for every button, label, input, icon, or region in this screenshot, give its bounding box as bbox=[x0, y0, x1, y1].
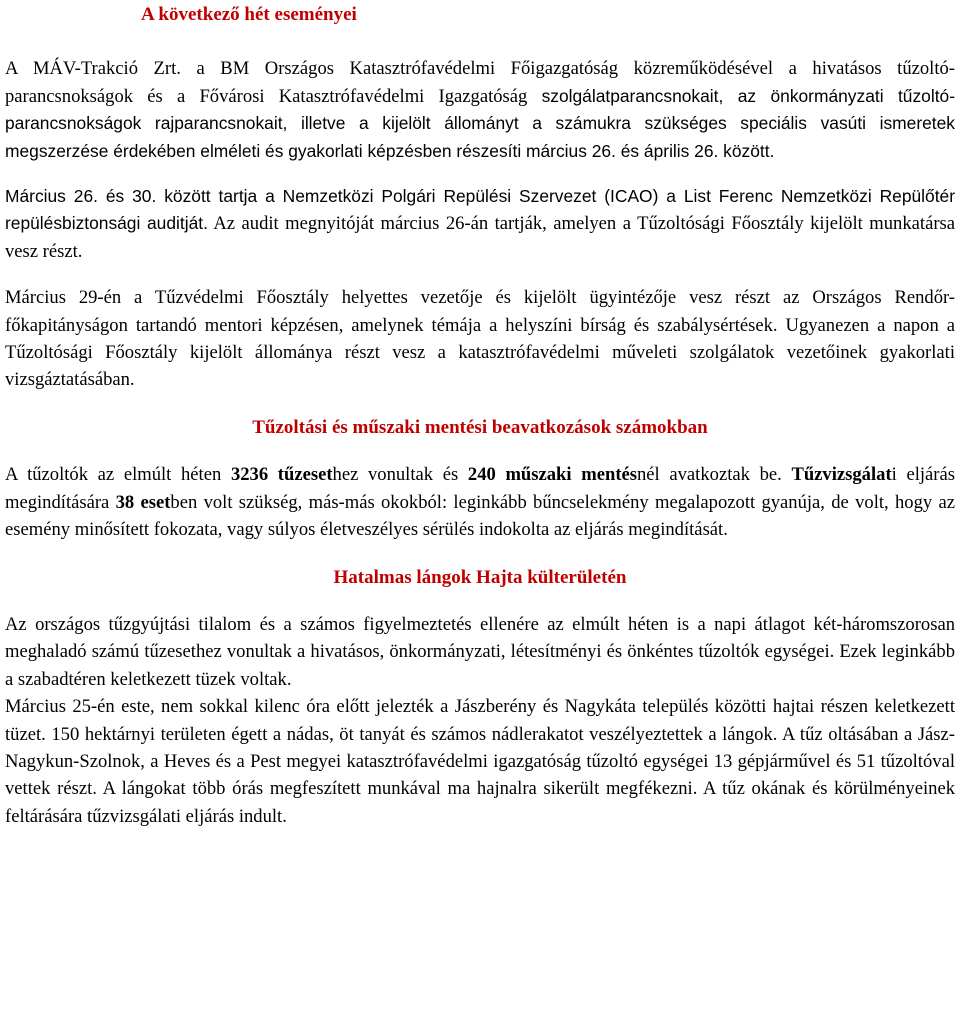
numbers-text-5: ben volt szükség, más-más okokból: leginkább bűncselekmény megalapozott gyanúja, de volt, hogy az esemény minősített fokozata, vagy súlyos életveszélyes sérülés indokolta az eljárás megindítását. bbox=[5, 491, 955, 541]
spacer bbox=[5, 544, 955, 564]
spacer bbox=[5, 165, 955, 183]
paragraph-fire-ban: Az országos tűzgyújtási tilalom és a számos figyelmeztetés ellenére az elmúlt héten is a napi átlagot két-háromszorosan meghaladó számú tűzesethez vonultak a hivatásos, önkormányzati, létesítményi és önkéntes tűzoltók egységei. Ezek leginkább a szabadtéren keletkezett tüzek voltak. bbox=[5, 613, 955, 690]
numbers-text-1: A tűzoltók az elmúlt héten bbox=[5, 464, 231, 486]
paragraph-numbers bbox=[5, 461, 955, 543]
spacer bbox=[5, 28, 955, 55]
section-heading-hajta: Hatalmas lángok Hajta külterületén bbox=[333, 566, 627, 588]
fire-investigation-term: Tűzvizsgálat bbox=[791, 464, 892, 486]
paragraph-icao-audit bbox=[5, 183, 955, 265]
fire-count: 3236 tűzeset bbox=[230, 464, 333, 486]
paragraph-mav-part2: szolgálatparancsnokait, az önkormányzati tűzoltó-parancsnokságok rajparancsnokait, illetve a kijelölt állományt a számukra szükséges speciális vasúti ismeretek megszerzése érdekében elméleti és gyakorlati képzésben részesíti március 26. és április 26. között. bbox=[5, 85, 955, 161]
investigation-count: 38 eset bbox=[115, 491, 171, 513]
numbers-text-3: nél avatkoztak be. bbox=[637, 464, 792, 486]
paragraph-march-29: Március 29-én a Tűzvédelmi Főosztály helyettes vezetője és kijelölt ügyintézője vesz részt az Országos Rendőr-főkapitányságon tartandó mentori képzésen, amelynek témája a helyszíni bírság és szabálysértések. Ugyanezen a napon a Tűzoltósági Főosztály kijelölt állománya részt vesz a katasztrófavédelmi műveleti szolgálatok vezetőinek gyakorlati vizsgáztatásában. bbox=[5, 287, 955, 391]
spacer bbox=[5, 394, 955, 414]
paragraph-icao-part1: Március 26. és 30. között tartja a Nemzetközi Polgári Repülési Szervezet (ICAO) a List Ferenc Nemzetközi Repülőtér repülésbiztonsági auditját. bbox=[5, 186, 955, 234]
spacer bbox=[5, 591, 955, 611]
technical-rescue-count: 240 műszaki mentés bbox=[467, 464, 637, 486]
page-title: A következő hét eseményei bbox=[141, 4, 357, 25]
paragraph-icao-part2: Az audit megnyitóját március 26-án tartják, amelyen a Tűzoltósági Főosztály kijelölt munkatársa vesz részt. bbox=[5, 213, 955, 262]
numbers-text-2: hez vonultak és bbox=[332, 464, 468, 486]
paragraph-mav-part1: A MÁV-Trakció Zrt. a BM Országos Katasztrófavédelmi Főigazgatóság közreműködésével a hivatásos tűzoltó-parancsnokságok és a Fővárosi Katasztrófavédelmi Igazgatóság bbox=[5, 58, 955, 107]
paragraph-mav-training bbox=[5, 55, 955, 165]
numbers-text-4: i eljárás megindítására bbox=[5, 464, 955, 513]
paragraph-hajta-fire: Március 25-én este, nem sokkal kilenc óra előtt jelezték a Jászberény és Nagykáta település közötti hajtai részen keletkezett tüzet. 150 hektárnyi területen égett a nádas, öt tanyát és számos nádlerakatot veszélyeztettek a lángok. A tűz oltásában a Jász-Nagykun-Szolnok, a Heves és a Pest megyei katasztrófavédelmi igazgatóság tűzoltó egységei 13 gépjárművel és 51 tűzoltóval vettek részt. A lángokat több órás megfeszített munkával ma hajnalra sikerült megfékezni. A tűz okának és körülményeinek feltárására tűzvizsgálati eljárás indult. bbox=[5, 696, 955, 827]
section-heading-numbers: Tűzoltási és műszaki mentési beavatkozások számokban bbox=[252, 416, 708, 438]
spacer bbox=[5, 265, 955, 284]
spacer bbox=[5, 441, 955, 461]
